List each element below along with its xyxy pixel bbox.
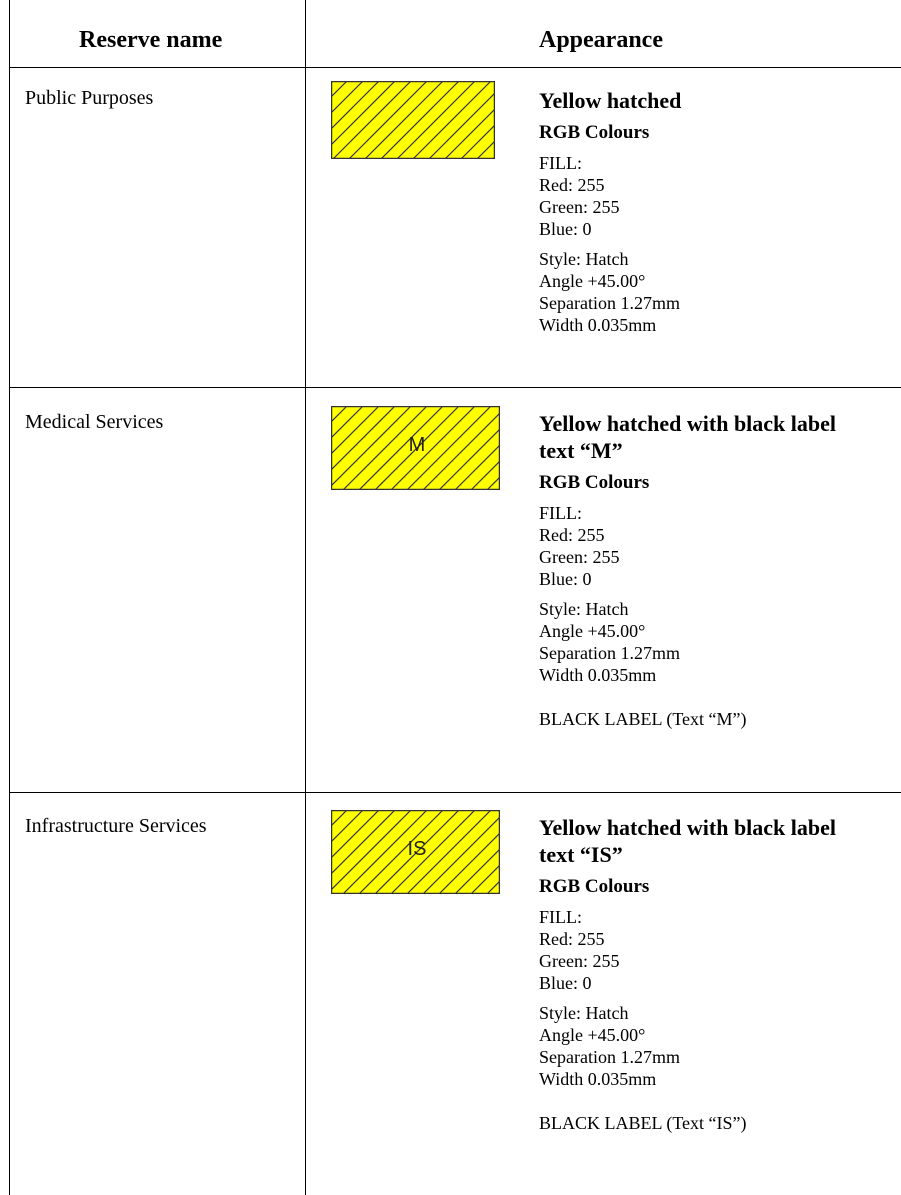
reserve-name-infrastructure-services: Infrastructure Services	[25, 815, 207, 837]
reserve-name-medical-services: Medical Services	[25, 411, 164, 433]
fill-values: FILL: Red: 255 Green: 255 Blue: 0	[539, 907, 620, 993]
reserve-name-public-purposes: Public Purposes	[25, 87, 154, 109]
appearance-title: Yellow hatched	[539, 88, 682, 113]
rgb-heading: RGB Colours	[539, 122, 650, 143]
label-text-note: BLACK LABEL (Text “M”)	[539, 709, 747, 729]
table-border-left	[9, 0, 10, 1195]
row-divider-1	[9, 387, 901, 388]
label-text-note: BLACK LABEL (Text “IS”)	[539, 1113, 747, 1133]
hatch-style-values: Style: Hatch Angle +45.00° Separation 1.27mm Width 0.035mm	[539, 1003, 680, 1089]
row-divider-2	[9, 792, 901, 793]
appearance-title: Yellow hatched with black label text “IS”	[539, 815, 837, 867]
hatch-style-values: Style: Hatch Angle +45.00° Separation 1.27mm Width 0.035mm	[539, 599, 680, 685]
rgb-heading: RGB Colours	[539, 472, 650, 493]
swatch-label-text: M	[408, 434, 426, 456]
rgb-heading: RGB Colours	[539, 876, 650, 897]
fill-values: FILL: Red: 255 Green: 255 Blue: 0	[539, 503, 620, 589]
table-column-divider	[305, 0, 306, 1195]
swatch-label-text: IS	[407, 838, 427, 860]
header-appearance: Appearance	[539, 27, 663, 53]
appearance-public-purposes	[539, 87, 901, 344]
fill-values: FILL: Red: 255 Green: 255 Blue: 0	[539, 153, 620, 239]
header-divider	[9, 67, 901, 68]
header-reserve-name: Reserve name	[79, 27, 223, 53]
appearance-medical-services	[539, 410, 901, 730]
appearance-infrastructure-services	[539, 814, 901, 1134]
hatch-swatch	[331, 81, 495, 159]
hatch-style-values: Style: Hatch Angle +45.00° Separation 1.27mm Width 0.035mm	[539, 249, 680, 335]
hatch-swatch-with-label	[331, 810, 500, 894]
hatch-swatch-with-label	[331, 406, 500, 490]
appearance-title: Yellow hatched with black label text “M”	[539, 411, 837, 463]
